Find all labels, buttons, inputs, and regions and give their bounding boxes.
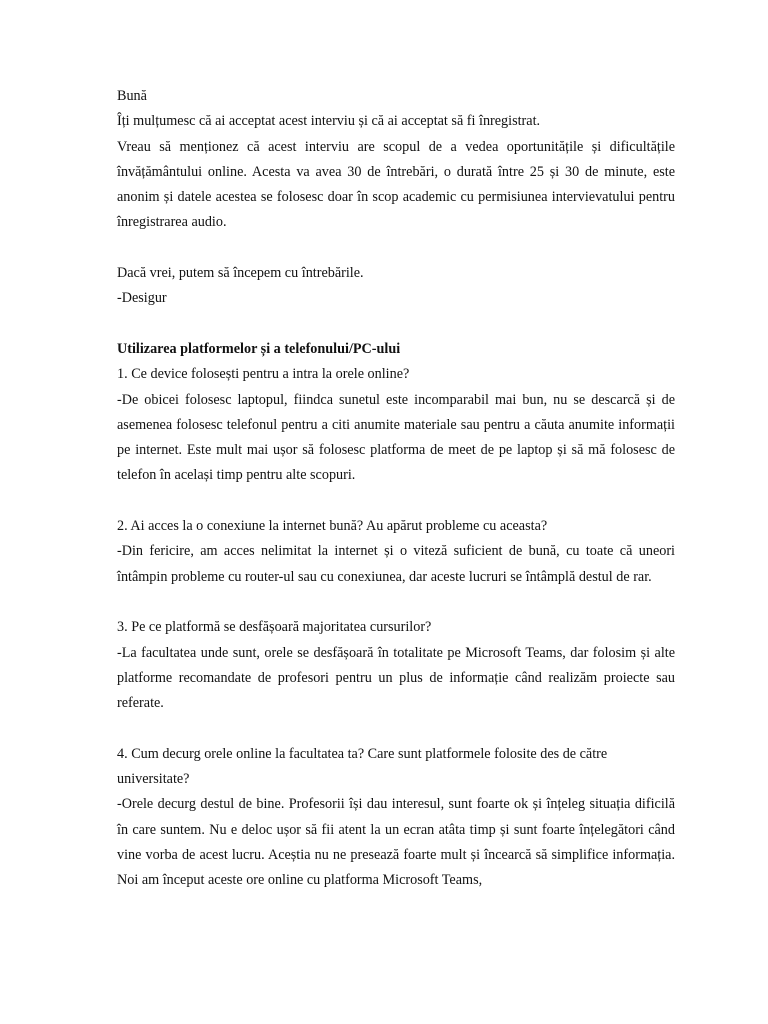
document-page xyxy=(117,84,675,894)
spacer xyxy=(117,716,675,741)
question-3: 3. Pe ce platformă se desfășoară majoritatea cursurilor? xyxy=(117,619,432,636)
spacer xyxy=(117,590,675,615)
answer-3: -La facultatea unde sunt, orele se desfășoară în totalitate pe Microsoft Teams, dar folosim și alte platforme recomandate de profesori pentru un plus de informație când realizăm proiecte sau referate. xyxy=(117,644,675,712)
intro-paragraph: Vreau să menționez că acest interviu are scopul de a vedea oportunitățile și dificultățile învățământului online. Acesta va avea 30 de întrebări, o durată între 25 și 30 de minute, este anonim și datele acestea se folosesc doar în scop academic cu permisiunea intervievatului pentru înregistrarea audio. xyxy=(117,138,675,231)
spacer xyxy=(117,489,675,514)
answer-1: -De obicei folosesc laptopul, fiindca sunetul este incomparabil mai bun, nu se descarcă și de asemenea folosesc telefonul pentru a citi anumite materiale sau pentru a căuta anumite informații pe internet. Este mult mai ușor să folosesc platforma de meet de pe laptop și să mă folosesc de telefon în același timp pentru alte scopuri. xyxy=(117,391,675,484)
thanks-line: Îți mulțumesc că ai acceptat acest interviu și că ai acceptat să fi înregistrat. xyxy=(117,113,541,130)
spacer xyxy=(117,236,675,261)
question-2: 2. Ai acces la o conexiune la internet bună? Au apărut probleme cu aceasta? xyxy=(117,518,548,535)
answer-2: -Din fericire, am acces nelimitat la internet și o viteză suficient de bună, cu toate că uneori întâmpin probleme cu router-ul sau cu conexiunea, dar aceste lucruri se întâmplă destul de rar. xyxy=(117,543,675,585)
section-heading: Utilizarea platformelor și a telefonului/PC-ului xyxy=(117,340,401,357)
start-answer: -Desigur xyxy=(117,290,167,307)
greeting: Bună xyxy=(117,88,147,104)
question-4: 4. Cum decurg orele online la facultatea ta? Care sunt platformele folosite des de către universitate? xyxy=(117,745,608,788)
answer-4: -Orele decurg destul de bine. Profesorii își dau interesul, sunt foarte ok și înțeleg situația dificilă în care suntem. Nu e deloc ușor să fii atent la un ecran atâta timp și sunt foarte înțelegători când vine vorba de acest lucru. Aceștia nu ne presează foarte mult și încearcă să simplifice informația. Noi am început aceste ore online cu platforma Microsoft Teams, xyxy=(117,796,675,889)
question-1: 1. Ce device folosești pentru a intra la orele online? xyxy=(117,366,410,383)
spacer xyxy=(117,312,675,337)
start-question: Dacă vrei, putem să începem cu întrebările. xyxy=(117,265,364,282)
